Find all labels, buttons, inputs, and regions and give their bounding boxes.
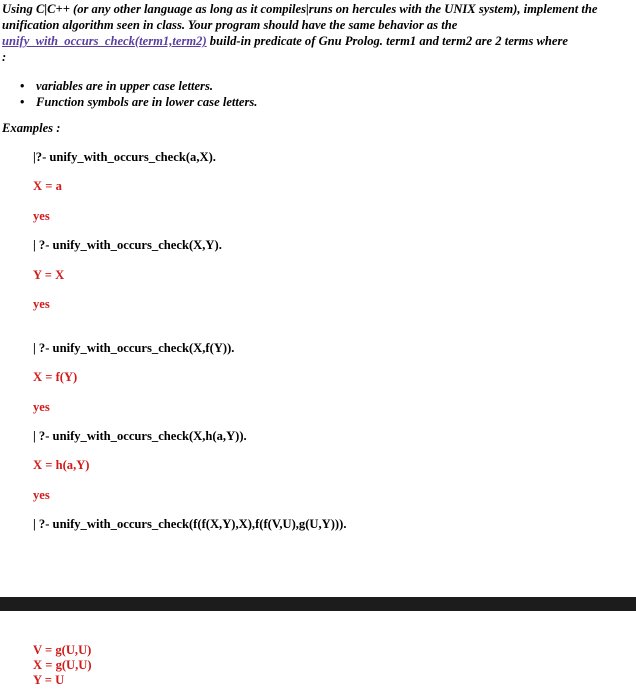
bullet-list (20, 78, 257, 110)
example-query: | ?- unify_with_occurs_check(f(f(X,Y),X),f(f(V,U),g(U,Y))). (33, 517, 347, 531)
intro-colon: : (2, 50, 7, 64)
example-yes: yes (33, 297, 50, 311)
intro-text-end: build-in predicate of Gnu Prolog. term1 and term2 are 2 terms where (206, 34, 569, 48)
problem-statement (2, 1, 632, 65)
divider-bar (0, 597, 636, 611)
example-result: X = a (33, 179, 62, 193)
final-result: X = g(U,U) (33, 658, 92, 672)
example-query: | ?- unify_with_occurs_check(X,Y). (33, 238, 222, 252)
example-query: | ?- unify_with_occurs_check(X,f(Y)). (33, 341, 235, 355)
example-yes: yes (33, 488, 50, 502)
example-yes: yes (33, 400, 50, 414)
final-result: V = g(U,U) (33, 643, 92, 657)
examples-heading: Examples : (2, 121, 61, 135)
example-yes: yes (33, 209, 50, 223)
intro-text: Using C|C++ (or any other language as long as it compiles|runs on hercules with the UNIX system), implement the unification algorithm seen in class. Your program should have the same behavior as the (2, 2, 598, 32)
final-result: Y = U (33, 673, 65, 687)
list-item: • Function symbols are in lower case letters. (20, 94, 257, 110)
example-result: X = f(Y) (33, 370, 78, 384)
list-item: • variables are in upper case letters. (20, 78, 257, 94)
example-result: X = h(a,Y) (33, 458, 90, 472)
predicate-link[interactable]: unify_with_occurs_check(term1,term2) (2, 34, 207, 48)
example-query: |?- unify_with_occurs_check(a,X). (33, 150, 216, 164)
example-query: | ?- unify_with_occurs_check(X,h(a,Y)). (33, 429, 247, 443)
example-result: Y = X (33, 268, 65, 282)
